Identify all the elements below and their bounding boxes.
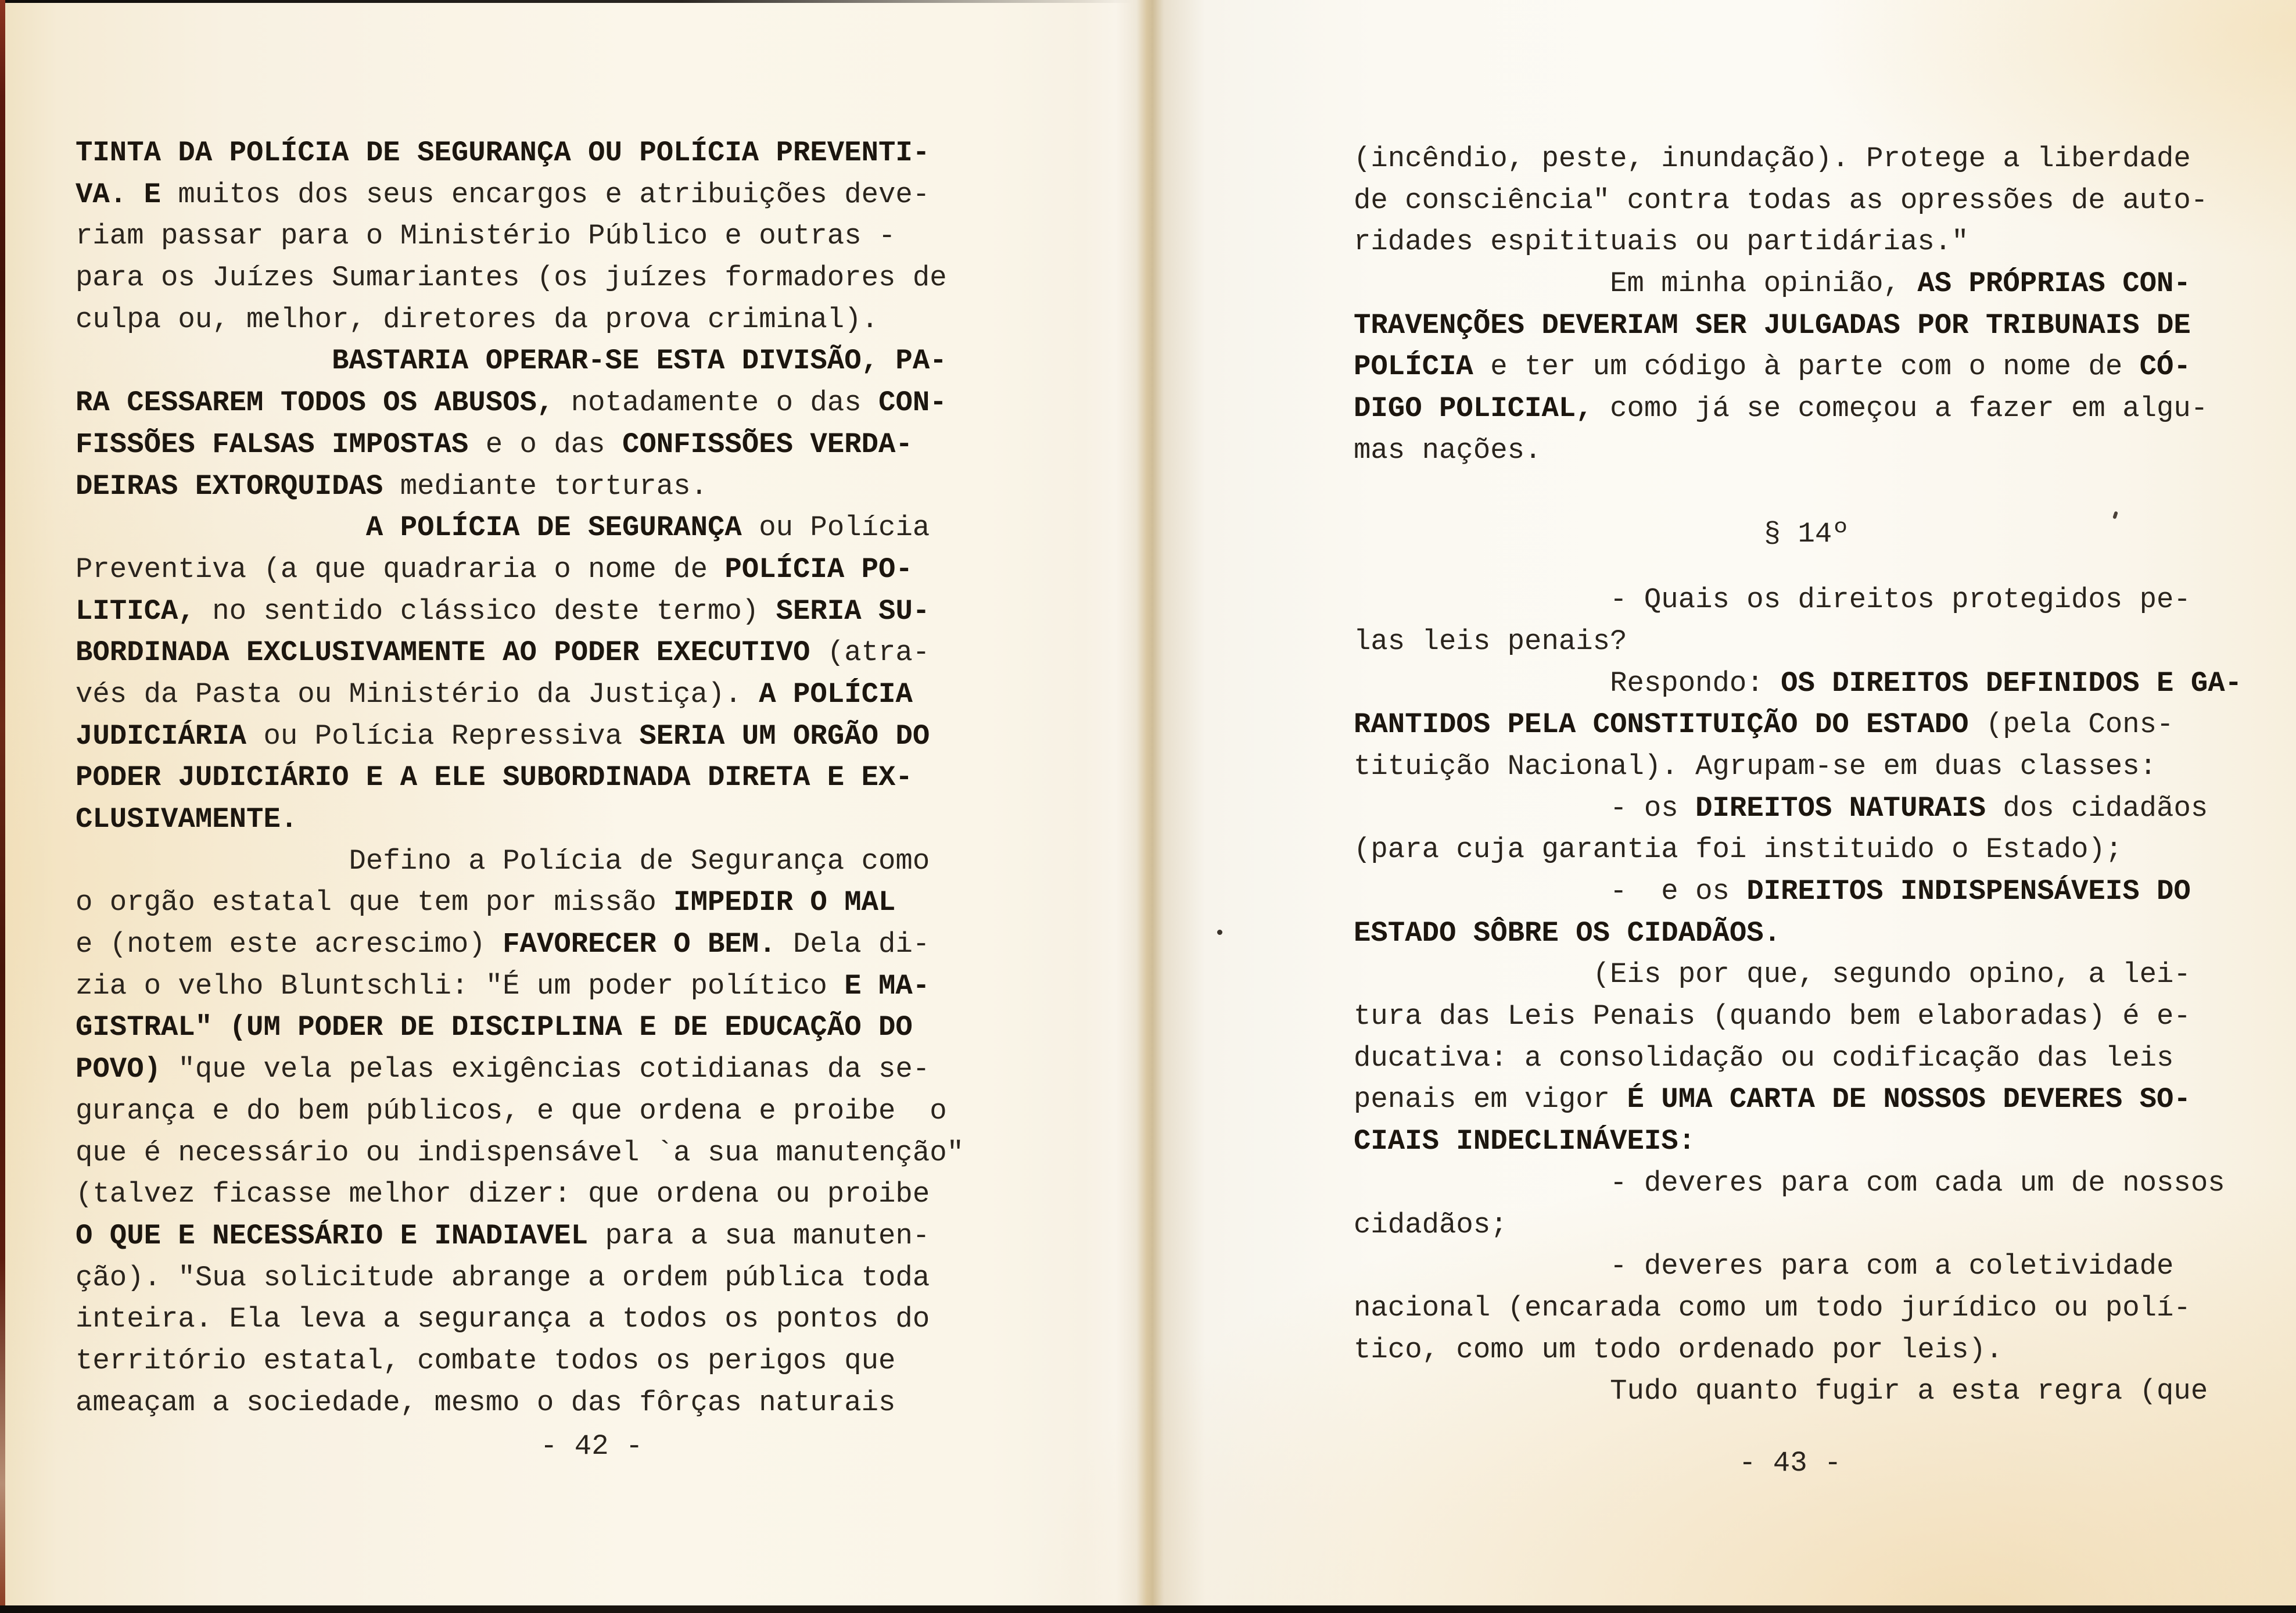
- text-line: LITICA, no sentido clássico deste termo) SERIA SU-: [76, 594, 930, 628]
- text-line: para os Juízes Sumariantes (os juízes formadores de: [76, 261, 947, 295]
- text-line: gurança e do bem públicos, e que ordena e proibe o: [76, 1094, 947, 1127]
- text-line: zia o velho Bluntschli: "É um poder político E MA-: [76, 969, 930, 1002]
- text-line: BASTARIA OPERAR-SE ESTA DIVISÃO, PA-: [332, 345, 947, 378]
- text-line: de consciência" contra todas as opressões de auto-: [1354, 184, 2208, 217]
- text-line: riam passar para o Ministério Público e outras -: [76, 220, 896, 253]
- text-line: TRAVENÇÕES DEVERIAM SER JULGADAS POR TRIBUNAIS DE: [1354, 309, 2191, 342]
- text-line: ridades espitituais ou partidárias.": [1354, 225, 1969, 259]
- text-line: ESTADO SÔBRE OS CIDADÃOS.: [1354, 916, 1781, 949]
- text-line: território estatal, combate todos os perigos que: [76, 1344, 896, 1377]
- text-line: que é necessário ou indispensável `a sua manutenção": [76, 1136, 964, 1169]
- scan-speck: [1217, 930, 1222, 935]
- text-line: BORDINADA EXCLUSIVAMENTE AO PODER EXECUTIVO (atra-: [76, 636, 930, 669]
- page-42-text: [76, 132, 1028, 1424]
- text-line: tituição Nacional). Agrupam-se em duas classes:: [1354, 750, 2157, 783]
- page-42: [76, 132, 1028, 1468]
- text-line: Defino a Polícia de Segurança como: [76, 844, 930, 877]
- text-line: cidadãos;: [1354, 1208, 1508, 1241]
- text-line: vés da Pasta ou Ministério da Justiça). A POLÍCIA: [76, 678, 913, 711]
- text-line: Preventiva (a que quadraria o nome de POLÍCIA PO-: [76, 553, 913, 586]
- scan-edge-top: [5, 0, 1132, 3]
- text-line: ameaçam a sociedade, mesmo o das fôrças naturais: [76, 1386, 896, 1419]
- text-line: (incêndio, peste, inundação). Protege a liberdade: [1354, 142, 2191, 175]
- text-line: CIAIS INDECLINÁVEIS:: [1354, 1125, 1696, 1158]
- scan-edge-bottom: [0, 1605, 2296, 1613]
- text-line: ção). "Sua solicitude abrange a ordem pública toda: [76, 1261, 930, 1294]
- text-line: tico, como um todo ordenado por leis).: [1354, 1333, 2003, 1366]
- page-43: [1354, 138, 2272, 1485]
- text-line: las leis penais?: [1354, 625, 1627, 658]
- text-line: RA CESSAREM TODOS OS ABUSOS, notadamente o das CON-: [76, 386, 947, 420]
- text-line: A POLÍCIA DE SEGURANÇA ou Polícia: [365, 511, 930, 544]
- text-line: ducativa: a consolidação ou codificação das leis: [1354, 1041, 2174, 1074]
- text-line: DEIRAS EXTORQUIDAS mediante torturas.: [76, 469, 708, 503]
- text-line: POLÍCIA e ter um código à parte com o nome de CÓ-: [1354, 350, 2191, 383]
- page-number: - 42 -: [540, 1430, 643, 1463]
- text-line: CLUSIVAMENTE.: [76, 803, 298, 836]
- text-line: O QUE E NECESSÁRIO E INADIAVEL para a sua manuten-: [76, 1219, 930, 1252]
- text-line: VA. E muitos dos seus encargos e atribuições deve-: [76, 178, 930, 211]
- text-line: o orgão estatal que tem por missão IMPEDIR O MAL: [76, 886, 896, 919]
- text-line: TINTA DA POLÍCIA DE SEGURANÇA OU POLÍCIA PREVENTI-: [76, 137, 930, 169]
- text-line: POVO) "que vela pelas exigências cotidianas da se-: [76, 1053, 930, 1086]
- text-line: culpa ou, melhor, diretores da prova criminal).: [76, 303, 879, 336]
- text-line: Tudo quanto fugir a esta regra (que: [1354, 1375, 2208, 1408]
- text-line: DIGO POLICIAL, como já se começou a fazer em algu-: [1354, 392, 2208, 425]
- section-heading: § 14º: [1354, 517, 1849, 550]
- text-line: - Quais os direitos protegidos pe-: [1354, 583, 2191, 616]
- text-line: inteira. Ela leva a segurança a todos os pontos do: [76, 1303, 930, 1336]
- text-line: Em minha opinião, AS PRÓPRIAS CON-: [1354, 267, 2191, 300]
- text-line: RANTIDOS PELA CONSTITUIÇÃO DO ESTADO (pela Cons-: [1354, 708, 2174, 741]
- scan-edge-left: [0, 0, 5, 1613]
- text-line: - os DIREITOS NATURAIS dos cidadãos: [1354, 791, 2208, 825]
- text-line: FISSÕES FALSAS IMPOSTAS e o das CONFISSÕES VERDA-: [76, 428, 913, 461]
- text-line: Respondo: OS DIREITOS DEFINIDOS E GA-: [1354, 666, 2243, 700]
- text-line: - deveres para com a coletividade: [1354, 1250, 2174, 1283]
- text-line: mas nações.: [1354, 433, 1542, 467]
- text-line: GISTRAL" (UM PODER DE DISCIPLINA E DE EDUCAÇÃO DO: [76, 1011, 913, 1044]
- text-line: nacional (encarada como um todo jurídico ou polí-: [1354, 1291, 2191, 1324]
- text-line: (talvez ficasse melhor dizer: que ordena ou proibe: [76, 1178, 930, 1211]
- text-line: (Eis por que, segundo opino, a lei-: [1354, 958, 2191, 991]
- text-line: - e os DIREITOS INDISPENSÁVEIS DO: [1354, 875, 2191, 908]
- text-line: (para cuja garantia foi instituido o Estado);: [1354, 833, 2123, 866]
- text-line: tura das Leis Penais (quando bem elaboradas) é e-: [1354, 1000, 2191, 1033]
- page-43-text: [1354, 138, 2272, 1413]
- page-number: - 43 -: [1739, 1446, 1842, 1479]
- text-line: JUDICIÁRIA ou Polícia Repressiva SERIA UM ORGÃO DO: [76, 719, 930, 752]
- text-line: penais em vigor É UMA CARTA DE NOSSOS DEVERES SO-: [1354, 1083, 2191, 1116]
- text-line: PODER JUDICIÁRIO E A ELE SUBORDINADA DIRETA E EX-: [76, 761, 913, 794]
- text-line: - deveres para com cada um de nossos: [1354, 1166, 2225, 1199]
- text-line: e (notem este acrescimo) FAVORECER O BEM. Dela di-: [76, 928, 930, 961]
